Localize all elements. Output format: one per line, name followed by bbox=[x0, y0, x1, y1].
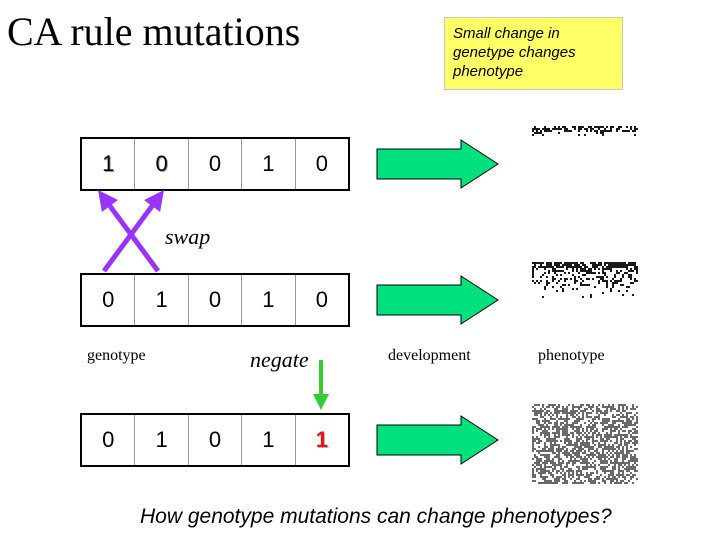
genotype-bit: 0 bbox=[82, 415, 135, 465]
genotype-bit: 0 bbox=[189, 275, 242, 325]
genotype-label: genotype bbox=[87, 347, 146, 364]
phenotype-label: phenotype bbox=[538, 347, 605, 364]
genotype-bit: 0 bbox=[189, 415, 242, 465]
genotype-bit: 1 bbox=[135, 275, 188, 325]
development-arrow bbox=[377, 416, 498, 464]
genotype-bit: 0 bbox=[315, 287, 328, 312]
development-arrow bbox=[377, 140, 498, 188]
phenotype-image-swapped bbox=[532, 262, 638, 298]
swap-label: swap bbox=[165, 224, 211, 249]
genotype-bit: 0 bbox=[82, 275, 135, 325]
genotype-bit: 1 bbox=[135, 415, 188, 465]
development-label: development bbox=[388, 347, 471, 364]
genotype-bit: 1 bbox=[242, 275, 295, 325]
genotype-bit: 1 bbox=[242, 415, 295, 465]
note-box: Small change in genetype changes phenotype bbox=[444, 17, 623, 90]
phenotype-image-original bbox=[532, 126, 638, 136]
genotype-bit: 0 bbox=[315, 151, 328, 176]
genotype-bit: 1 bbox=[242, 139, 295, 189]
genotype-bit: 0 bbox=[135, 139, 188, 189]
phenotype-image-negated bbox=[532, 404, 638, 484]
caption: How genotype mutations can change phenotypes? bbox=[140, 505, 612, 528]
development-arrow bbox=[377, 276, 498, 324]
page-title: CA rule mutations bbox=[7, 9, 301, 54]
genotype-bit: 0 bbox=[189, 139, 242, 189]
negate-label: negate bbox=[250, 347, 309, 372]
mutated-bit: 1 bbox=[315, 427, 328, 452]
genotype-bit: 1 bbox=[82, 139, 135, 189]
